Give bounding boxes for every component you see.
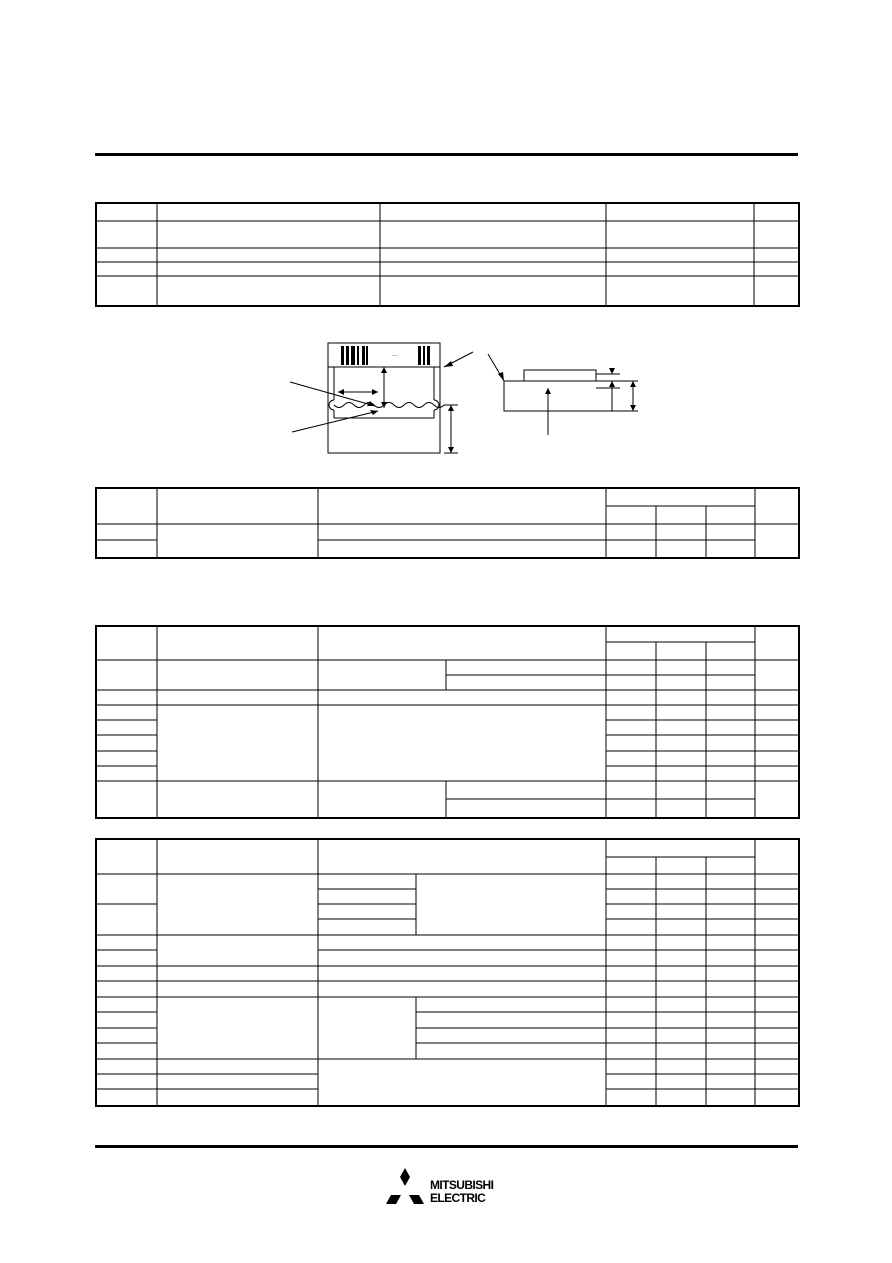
brand-line-1: MITSUBISHI (430, 1178, 494, 1192)
brand-line-2: ELECTRIC (430, 1191, 486, 1205)
table-electrical-1-grid (97, 627, 798, 817)
module-label-small-text: … (392, 352, 398, 358)
side-view-outline (504, 381, 612, 411)
table-electrical-2-grid (97, 840, 798, 1105)
mitsubishi-logo-icon (384, 1168, 426, 1206)
module-label-barcode (341, 346, 430, 365)
table-thermal-grid (97, 489, 798, 557)
footer-rule (95, 1145, 798, 1148)
table-electrical-1 (95, 625, 800, 819)
module-outline-drawing (0, 0, 892, 480)
brand-wordmark (430, 1179, 493, 1205)
table-thermal (95, 487, 800, 559)
table-electrical-2 (95, 838, 800, 1107)
